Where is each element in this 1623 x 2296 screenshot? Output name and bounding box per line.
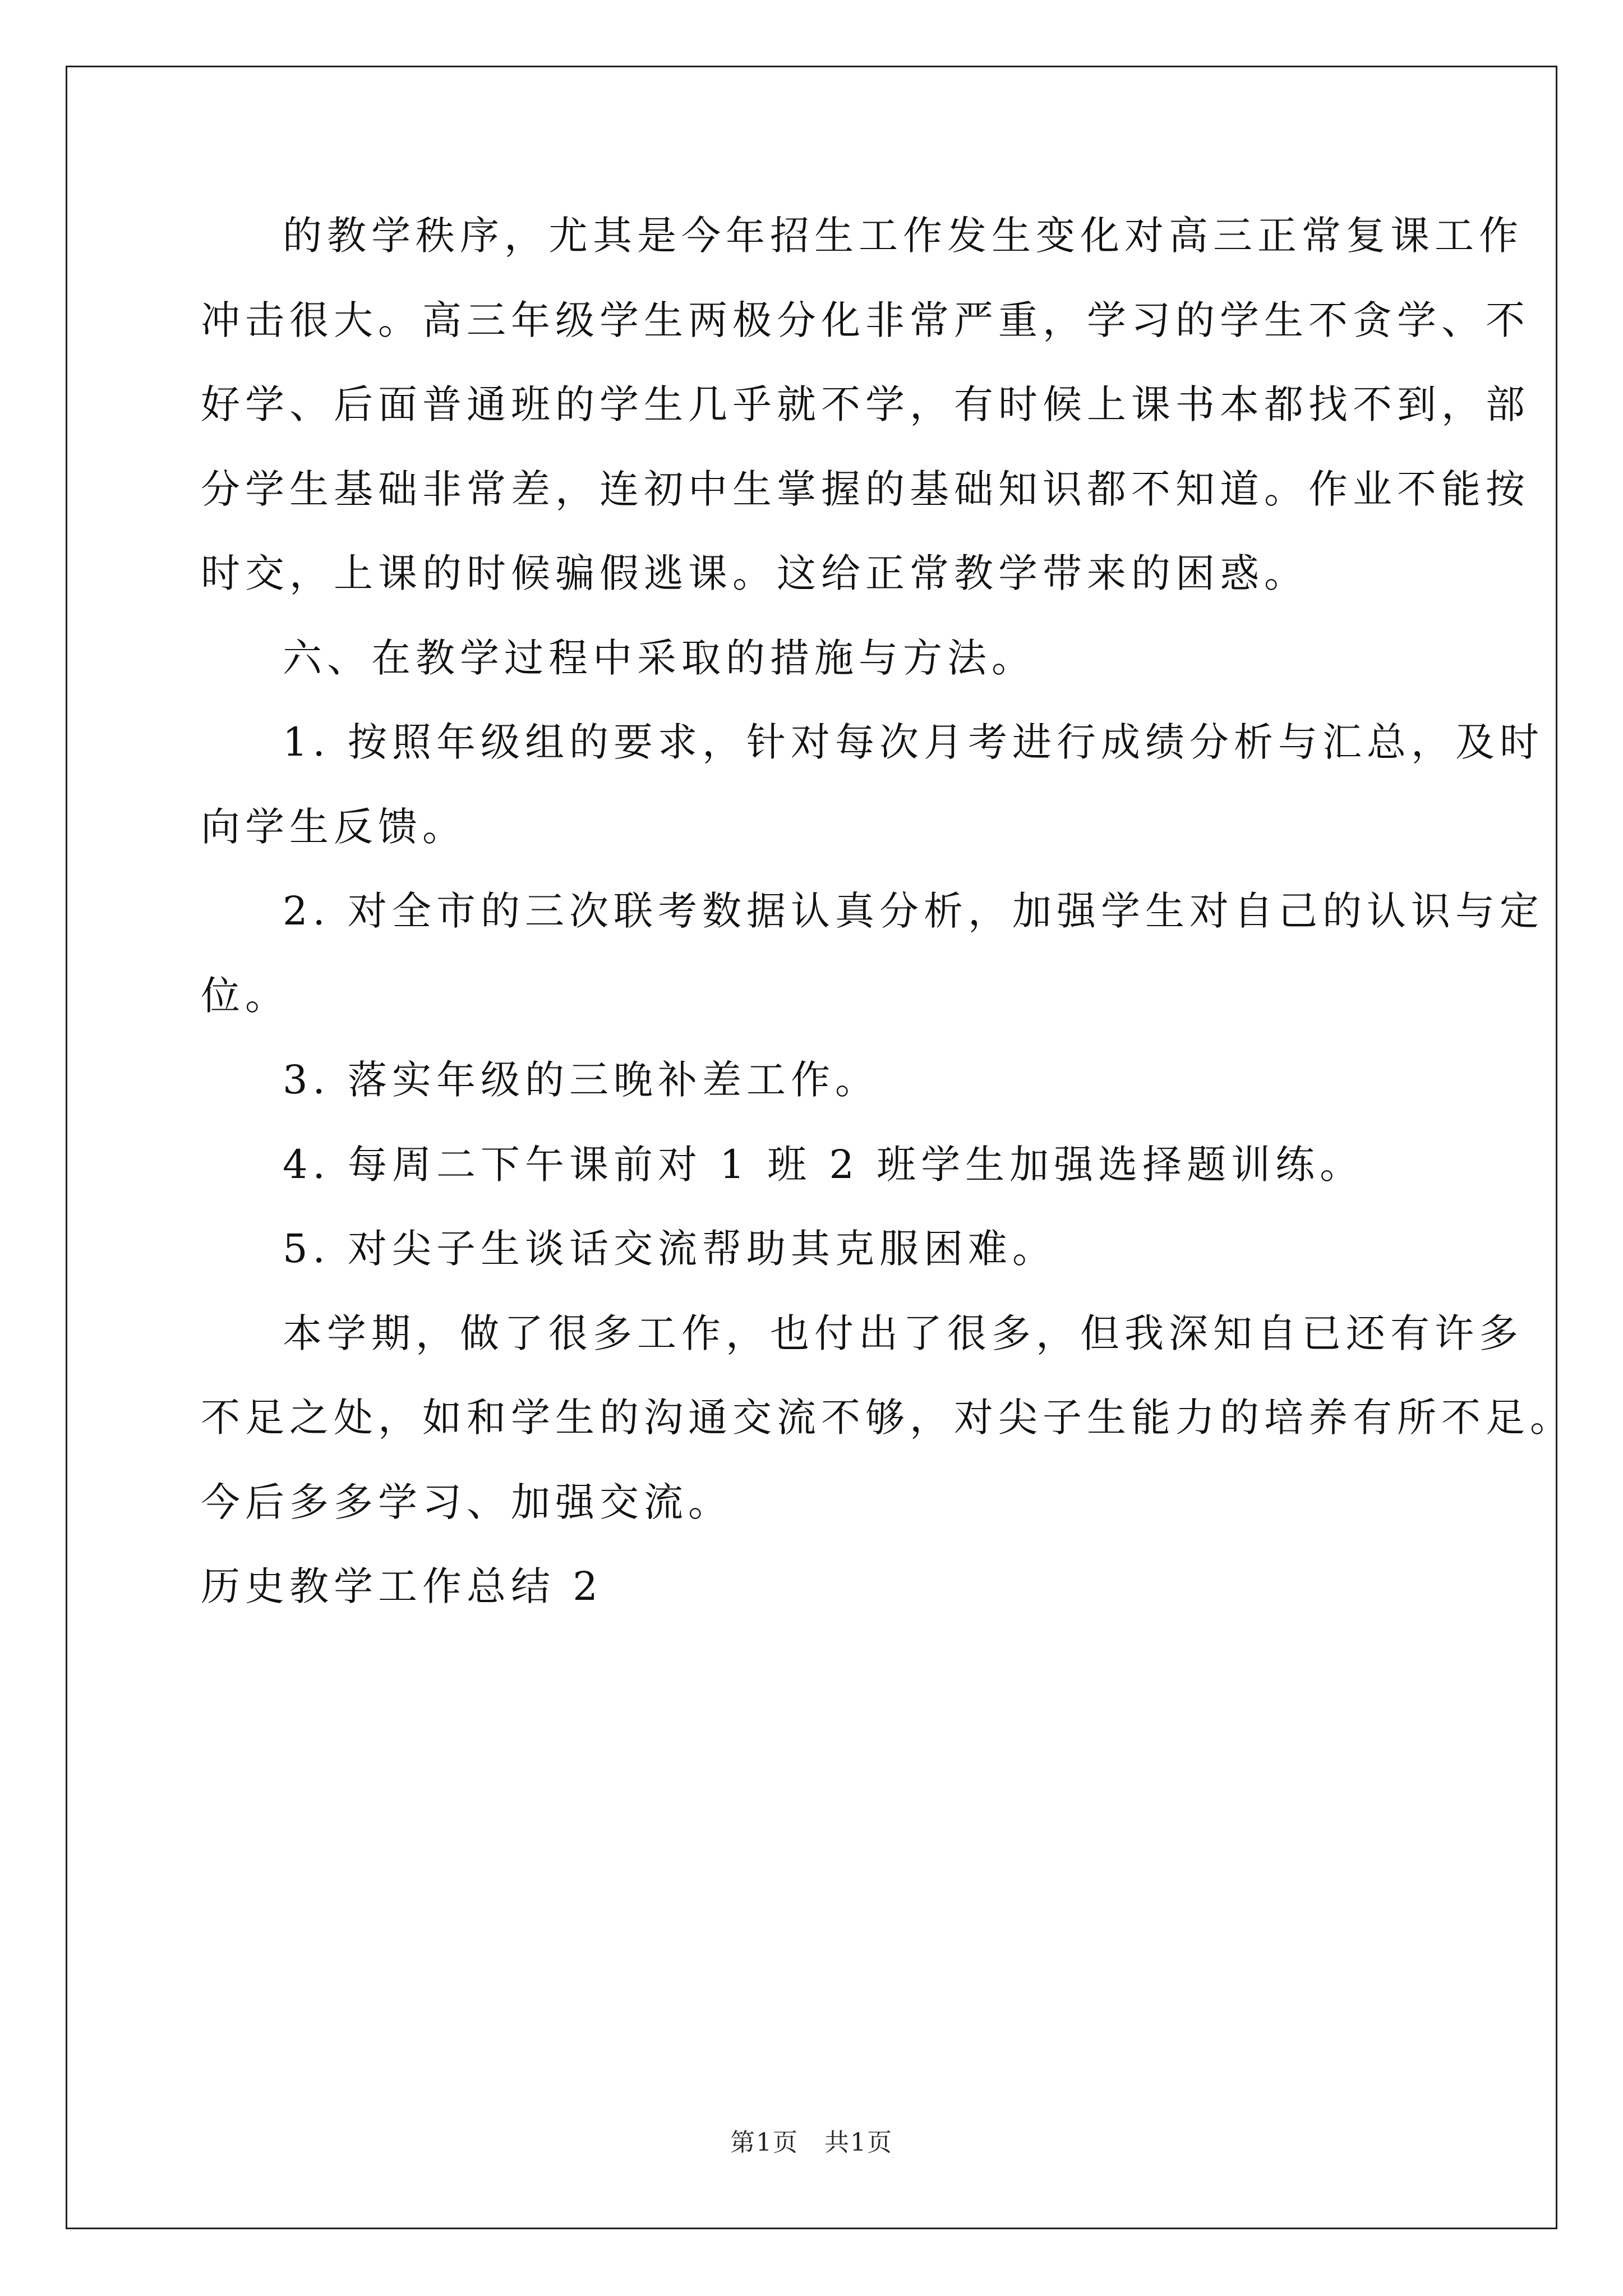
text-line: 冲击很大。高三年级学生两极分化非常严重，学习的学生不贪学、不: [201, 297, 1530, 343]
list-item: 3. 落实年级的三晚补差工作。: [283, 1057, 880, 1103]
text-line: 分学生基础非常差，连初中生掌握的基础知识都不知道。作业不能按: [201, 466, 1530, 512]
text-line: 好学、后面普通班的学生几乎就不学，有时候上课书本都找不到，部: [201, 381, 1530, 427]
text-line: 的教学秩序，尤其是今年招生工作发生变化对高三正常复课工作: [283, 213, 1523, 259]
text-line: 今后多多学习、加强交流。: [201, 1479, 732, 1525]
text-line: 不足之处，如和学生的沟通交流不够，对尖子生能力的培养有所不足。: [201, 1395, 1574, 1441]
text-line: 时交，上课的时候骗假逃课。这给正常教学带来的困惑。: [201, 550, 1308, 596]
text-line: 位。: [201, 973, 289, 1019]
section-heading: 六、在教学过程中采取的措施与方法。: [283, 635, 1036, 681]
section-title: 历史教学工作总结 2: [201, 1563, 603, 1609]
list-item: 1. 按照年级组的要求，针对每次月考进行成绩分析与汇总，及时: [283, 719, 1544, 765]
page-footer: 第1页 共1页: [730, 2128, 893, 2157]
list-item: 2. 对全市的三次联考数据认真分析，加强学生对自己的认识与定: [283, 888, 1544, 934]
list-item: 4. 每周二下午课前对 1 班 2 班学生加强选择题训练。: [283, 1142, 1364, 1188]
text-line: 向学生反馈。: [201, 804, 467, 850]
text-line: 本学期，做了很多工作，也付出了很多，但我深知自已还有许多: [283, 1310, 1523, 1356]
list-item: 5. 对尖子生谈话交流帮助其克服困难。: [283, 1226, 1057, 1272]
